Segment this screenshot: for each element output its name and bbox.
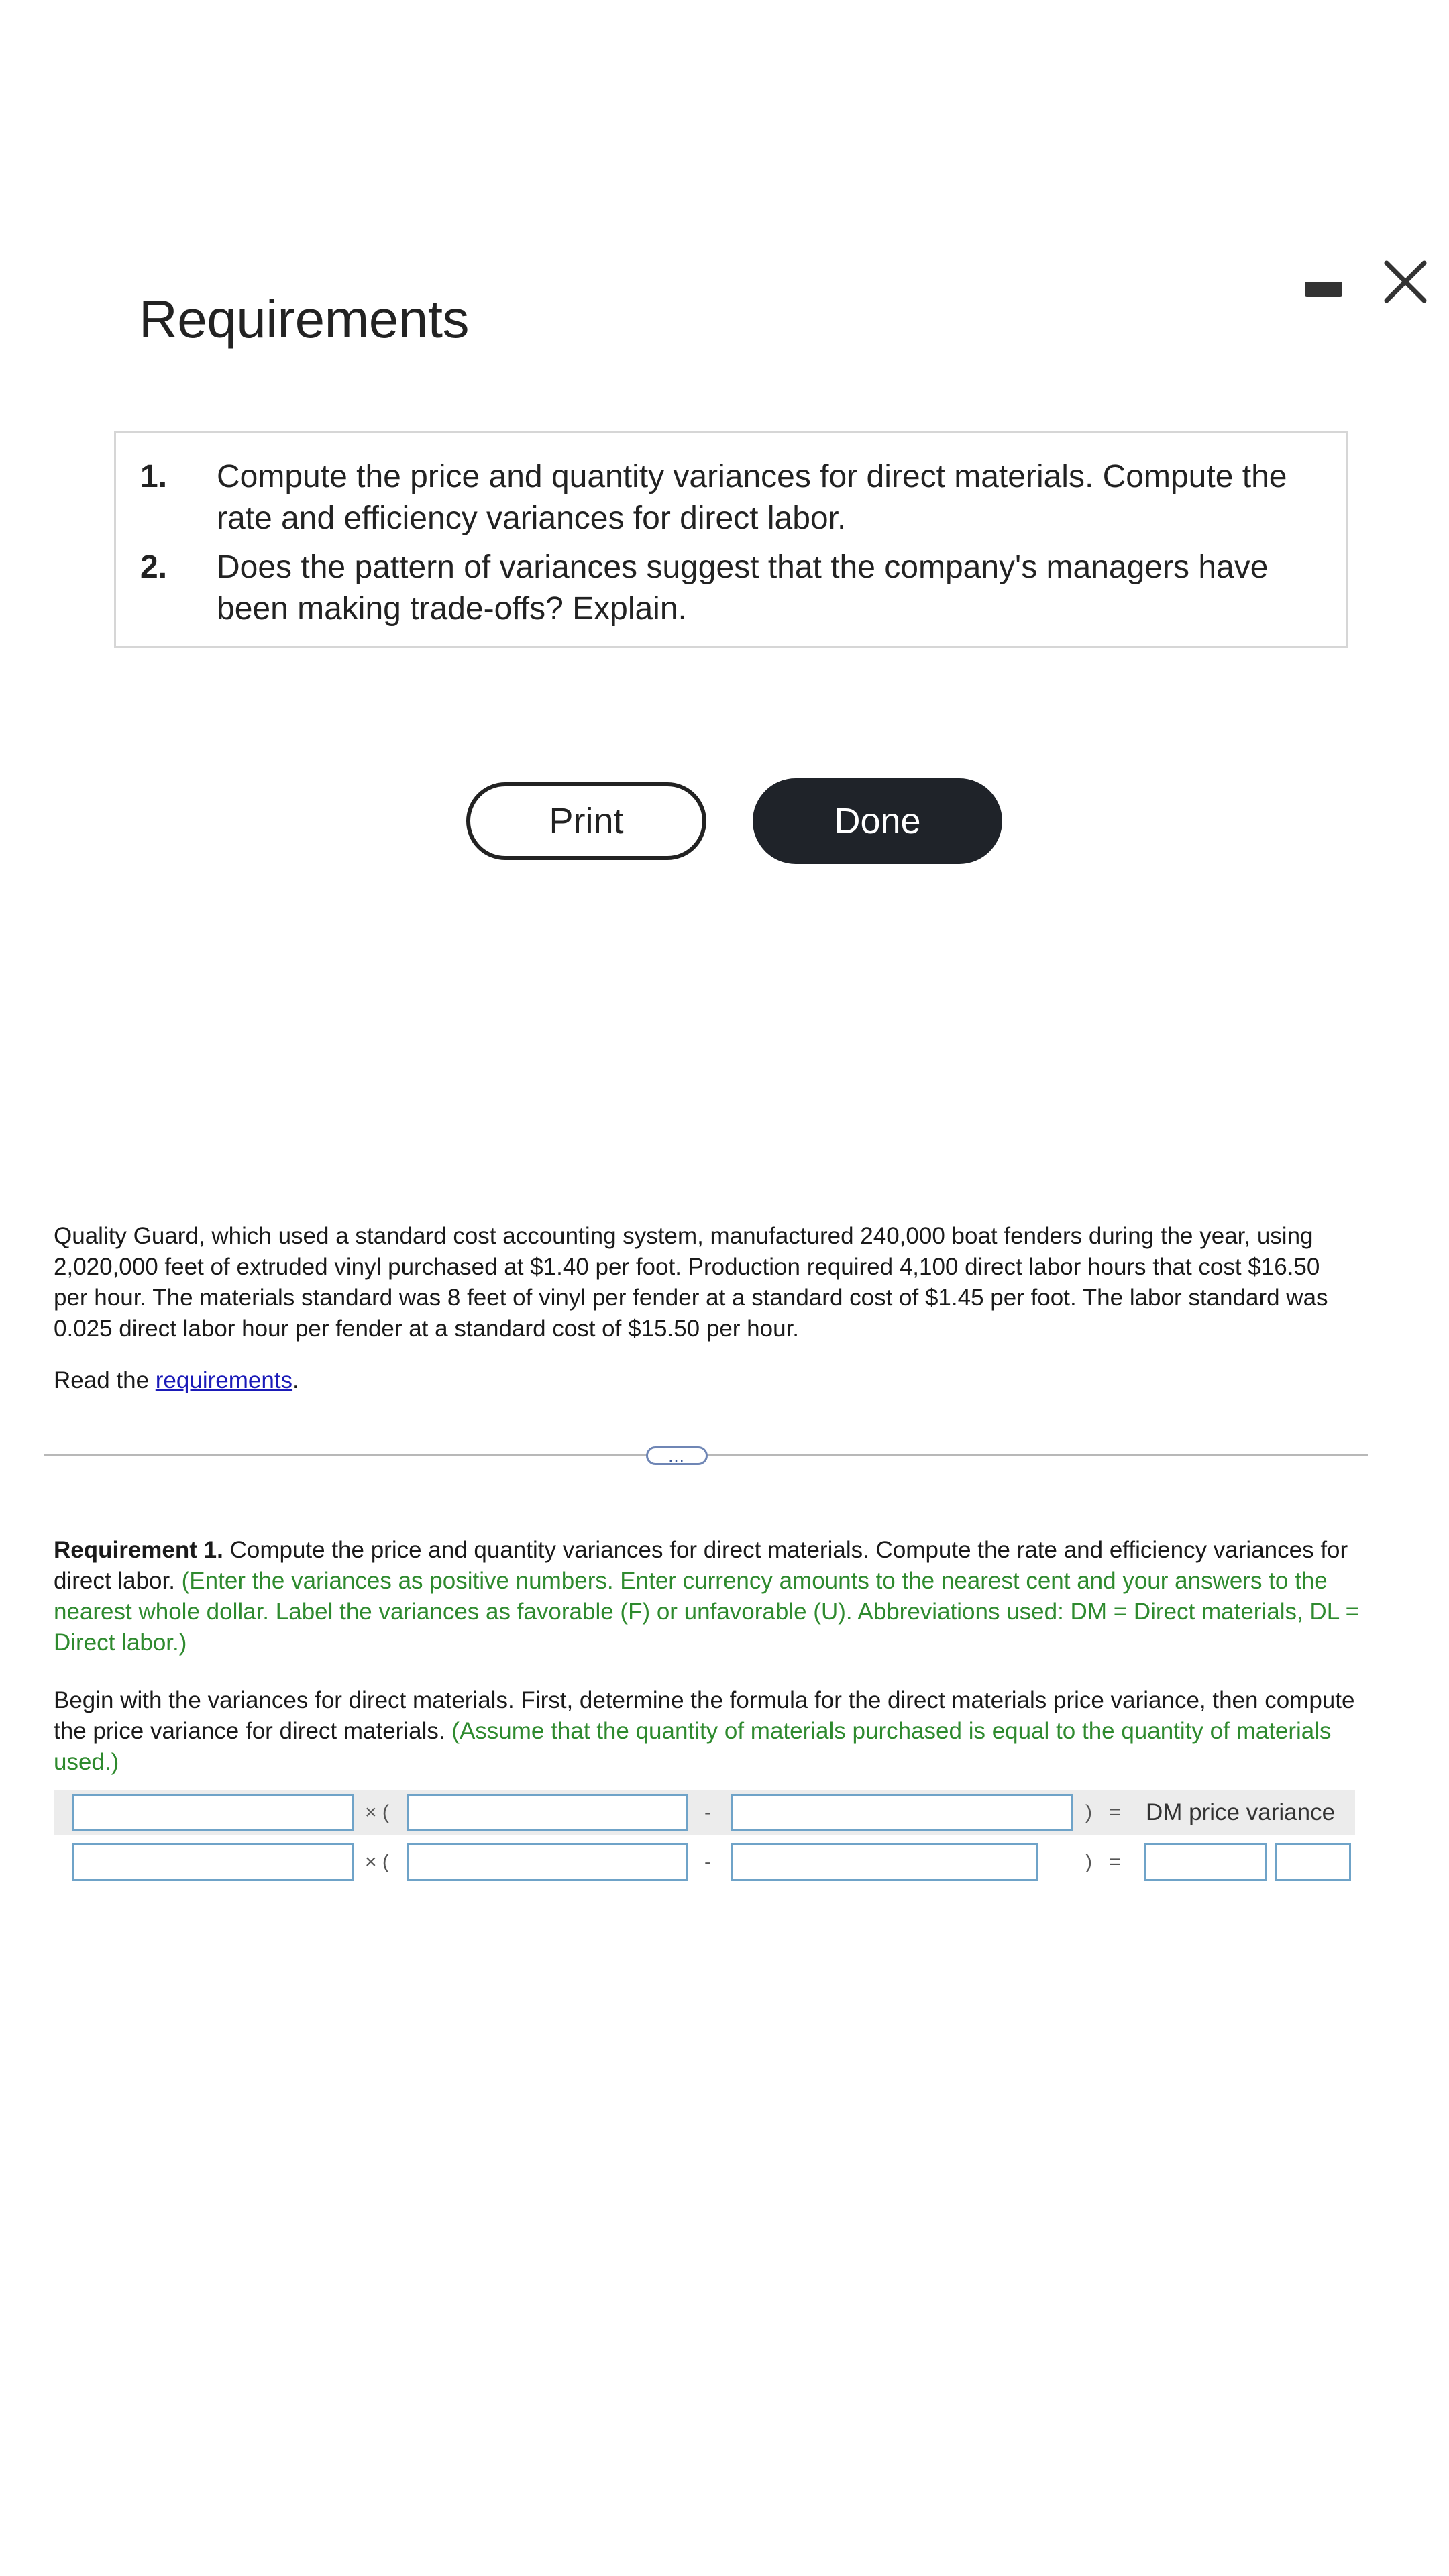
requirement-1-hint: (Enter the variances as positive numbers. Enter currency amounts to the nearest cent and your answers to the nearest whole dollar. Label the variances as favorable (F) or unfavorable (U). Abbreviations used: DM = Direct materials, DL = Direct labor.) (54, 1568, 1360, 1656)
formula-input-1a[interactable] (72, 1794, 354, 1831)
requirements-box (114, 431, 1348, 648)
requirements-link[interactable]: requirements (155, 1367, 293, 1393)
formula-input-1b[interactable] (407, 1794, 688, 1831)
done-button[interactable]: Done (753, 778, 1002, 864)
requirement-1-instructions (54, 1535, 1368, 1658)
expand-more-button[interactable]: … (646, 1446, 708, 1465)
close-icon[interactable] (1379, 255, 1432, 309)
formula-input-2a[interactable] (72, 1843, 354, 1881)
formula-input-2b[interactable] (407, 1843, 688, 1881)
times-open-symbol: × ( (365, 1851, 389, 1873)
formula-input-1c[interactable] (731, 1794, 1073, 1831)
times-open-symbol: × ( (365, 1801, 389, 1823)
requirement-1-text: Compute the price and quantity variances for direct materials. Compute the rate and efficiency variances for direct labor. (54, 1537, 1348, 1594)
read-requirements-line (54, 1367, 299, 1394)
begin-hint: (Assume that the quantity of materials purchased is equal to the quantity of materials used.) (54, 1718, 1332, 1775)
dm-price-variance-amount[interactable] (1144, 1843, 1267, 1881)
close-equals-symbol: ) = (1085, 1801, 1121, 1823)
begin-instructions (54, 1685, 1368, 1778)
requirement-text: Does the pattern of variances suggest that the company's managers have been making trade-offs? Explain. (217, 549, 1269, 627)
minus-symbol: - (704, 1851, 711, 1873)
minus-symbol: - (704, 1801, 711, 1823)
requirement-1-heading: Requirement 1. (54, 1537, 223, 1563)
print-button[interactable]: Print (466, 782, 706, 860)
requirement-text: Compute the price and quantity variances for direct materials. Compute the rate and efficiency variances for direct labor. (217, 459, 1287, 536)
minimize-icon[interactable] (1305, 282, 1342, 297)
formula-input-2c[interactable] (731, 1843, 1038, 1881)
begin-text: Begin with the variances for direct materials. First, determine the formula for the direct materials price variance, then compute the price variance for direct materials. (54, 1687, 1355, 1744)
requirement-number: 1. (140, 459, 168, 494)
read-suffix: . (292, 1367, 299, 1393)
dm-price-variance-label: DM price variance (1146, 1799, 1336, 1825)
problem-statement: Quality Guard, which used a standard cost accounting system, manufactured 240,000 boat fenders during the year, using 2,020,000 feet of extruded vinyl purchased at $1.40 per foot. Production required 4,100 direct labor hours that cost $16.50 per hour. The materials standard was 8 feet of vinyl per fender at a standard cost of $1.45 per foot. The labor standard was 0.025 direct labor hour per fender at a standard cost of $15.50 per hour. (54, 1223, 1328, 1342)
requirement-number: 2. (140, 549, 168, 585)
read-prefix: Read the (54, 1367, 156, 1393)
requirements-title: Requirements (139, 289, 470, 349)
close-equals-symbol: ) = (1085, 1851, 1121, 1873)
dm-price-variance-label-select[interactable] (1275, 1843, 1351, 1881)
